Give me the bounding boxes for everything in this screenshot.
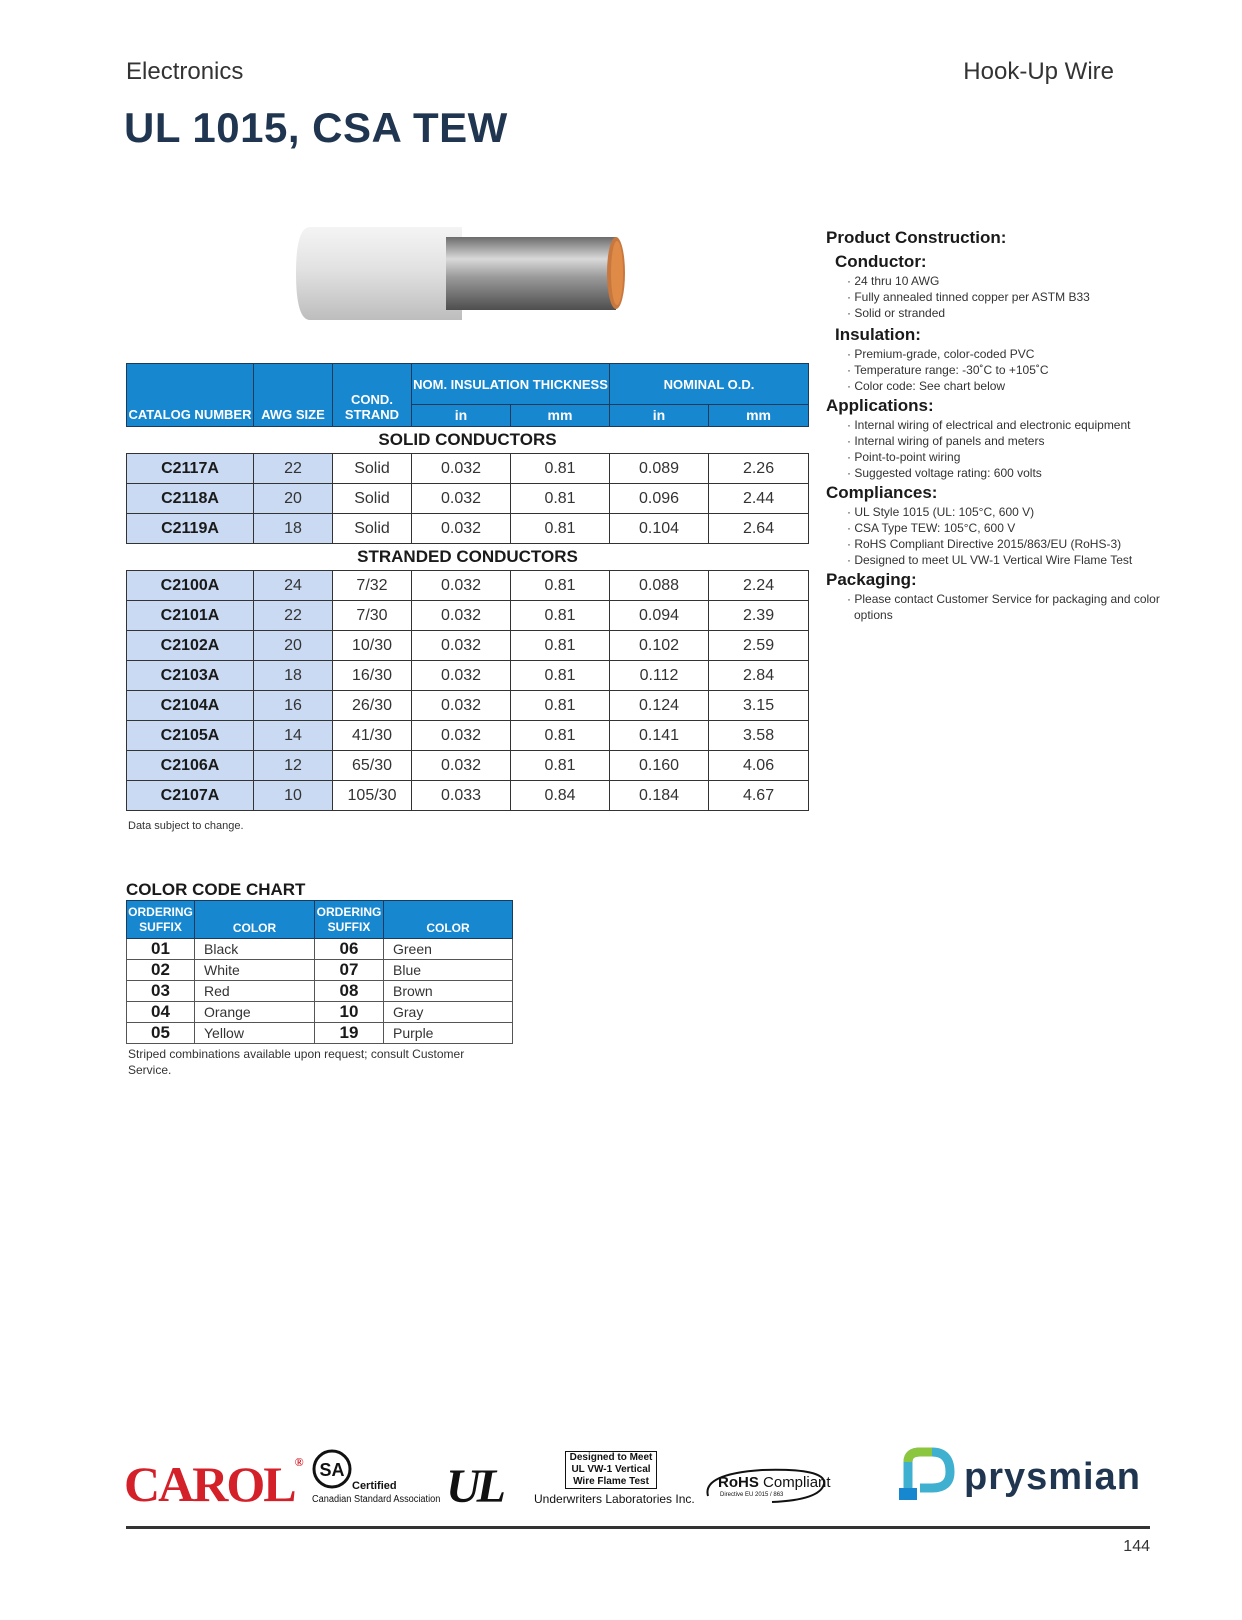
footer-rule: [126, 1526, 1150, 1529]
insulation-mm-cell: 0.81: [511, 454, 610, 484]
awg-size-cell: 12: [254, 751, 333, 781]
rohs-directive: Directive EU 2015 / 863: [720, 1492, 784, 1498]
nominal-od-header: NOMINAL O.D.: [610, 364, 809, 405]
insulation-mm-cell: 0.81: [511, 661, 610, 691]
list-item: · Please contact Customer Service for packaging and color options: [845, 591, 1166, 623]
od-mm-cell: 3.58: [709, 721, 809, 751]
catalog-number-cell: C2107A: [127, 781, 254, 811]
catalog-number-cell: C2117A: [127, 454, 254, 484]
spec-table-body: [127, 427, 809, 811]
compliances-list: [826, 504, 1166, 568]
vw1-line: UL VW-1 Vertical: [571, 1464, 651, 1475]
od-mm-cell: 4.06: [709, 751, 809, 781]
awg-size-cell: 16: [254, 691, 333, 721]
color-cell: Brown: [384, 981, 513, 1002]
color-code-body: [127, 939, 513, 1044]
color-cell: Yellow: [195, 1023, 315, 1044]
awg-size-cell: 22: [254, 601, 333, 631]
csa-mark-text: SA: [319, 1460, 345, 1480]
catalog-number-header: CATALOG NUMBER: [127, 364, 254, 427]
csa-certified: Certified: [352, 1480, 397, 1492]
od-in-cell: 0.102: [610, 631, 709, 661]
color-cell: Red: [195, 981, 315, 1002]
color-cell: Purple: [384, 1023, 513, 1044]
conductor-list: [826, 273, 1166, 321]
ul-logo-icon: [446, 1462, 522, 1506]
table-row: [127, 691, 809, 721]
ordering-suffix-cell: 03: [127, 981, 195, 1002]
insulation-in-cell: 0.032: [412, 454, 511, 484]
insulation-mm-cell: 0.81: [511, 514, 610, 544]
ordering-suffix-cell: 10: [315, 1002, 384, 1023]
od-mm-cell: 2.64: [709, 514, 809, 544]
insulation-title: Insulation:: [835, 325, 921, 344]
packaging-list: [826, 591, 1166, 623]
od-mm-cell: 2.59: [709, 631, 809, 661]
ordering-suffix-cell: 08: [315, 981, 384, 1002]
insulation-mm-cell: 0.81: [511, 691, 610, 721]
cond-strand-cell: Solid: [333, 514, 412, 544]
unit-header: mm: [709, 405, 809, 427]
catalog-number-cell: C2101A: [127, 601, 254, 631]
table-row: [127, 721, 809, 751]
nom-insulation-header: NOM. INSULATION THICKNESS: [412, 364, 610, 405]
spec-table: [126, 363, 809, 811]
carol-logo-text: CAROL: [124, 1456, 295, 1512]
page-number: 144: [1123, 1538, 1150, 1555]
list-item: · Temperature range: -30˚C to +105˚C: [845, 362, 1166, 378]
cond-strand-header: COND. STRAND: [333, 364, 412, 427]
insulation-in-cell: 0.032: [412, 691, 511, 721]
awg-size-cell: 24: [254, 571, 333, 601]
conductor-title: Conductor:: [835, 252, 927, 271]
insulation-mm-cell: 0.81: [511, 721, 610, 751]
cond-strand-cell: Solid: [333, 484, 412, 514]
color-cell: Green: [384, 939, 513, 960]
od-mm-cell: 2.26: [709, 454, 809, 484]
applications-title: Applications:: [826, 396, 934, 415]
table-row: [127, 484, 809, 514]
ordering-suffix-header: ORDERING SUFFIX: [127, 901, 195, 939]
awg-size-cell: 22: [254, 454, 333, 484]
color-cell: Gray: [384, 1002, 513, 1023]
csa-name: Canadian Standard Association: [312, 1494, 441, 1505]
list-item: · Suggested voltage rating: 600 volts: [845, 465, 1166, 481]
color-chart-title: COLOR CODE CHART: [126, 880, 306, 899]
catalog-number-cell: C2106A: [127, 751, 254, 781]
catalog-number-cell: C2100A: [127, 571, 254, 601]
ordering-suffix-cell: 01: [127, 939, 195, 960]
rohs-logo: [702, 1466, 830, 1504]
list-item: · UL Style 1015 (UL: 105°C, 600 V): [845, 504, 1166, 520]
rohs-bold: RoHS: [718, 1474, 759, 1491]
ordering-suffix-cell: 04: [127, 1002, 195, 1023]
category-label: Electronics: [126, 58, 244, 85]
registered-mark: ®: [294, 1455, 302, 1469]
section-title: STRANDED CONDUCTORS: [127, 544, 809, 571]
cond-strand-cell: 7/32: [333, 571, 412, 601]
catalog-number-cell: C2105A: [127, 721, 254, 751]
od-mm-cell: 2.24: [709, 571, 809, 601]
table-row: [127, 571, 809, 601]
od-in-cell: 0.141: [610, 721, 709, 751]
ordering-suffix-cell: 19: [315, 1023, 384, 1044]
insulation-mm-cell: 0.81: [511, 631, 610, 661]
od-in-cell: 0.094: [610, 601, 709, 631]
od-in-cell: 0.112: [610, 661, 709, 691]
list-item: · Internal wiring of panels and meters: [845, 433, 1166, 449]
insulation-in-cell: 0.032: [412, 751, 511, 781]
od-mm-cell: 2.39: [709, 601, 809, 631]
cond-strand-cell: 26/30: [333, 691, 412, 721]
ordering-suffix-cell: 07: [315, 960, 384, 981]
od-in-cell: 0.104: [610, 514, 709, 544]
catalog-number-cell: C2103A: [127, 661, 254, 691]
catalog-number-cell: C2119A: [127, 514, 254, 544]
cond-strand-cell: 10/30: [333, 631, 412, 661]
awg-size-header: AWG SIZE: [254, 364, 333, 427]
carol-logo: [124, 1455, 302, 1513]
awg-size-cell: 20: [254, 484, 333, 514]
table-row: [127, 939, 513, 960]
awg-size-cell: 10: [254, 781, 333, 811]
list-item: · Fully annealed tinned copper per ASTM B33: [845, 289, 1166, 305]
insulation-in-cell: 0.032: [412, 514, 511, 544]
insulation-mm-cell: 0.81: [511, 601, 610, 631]
product-construction-panel: [826, 228, 1166, 625]
section-title: SOLID CONDUCTORS: [127, 427, 809, 454]
csa-logo: [312, 1448, 441, 1506]
ul-name: Underwriters Laboratories Inc.: [534, 1492, 695, 1506]
color-cell: Blue: [384, 960, 513, 981]
unit-header: in: [610, 405, 709, 427]
insulation-in-cell: 0.032: [412, 721, 511, 751]
vw1-line: Designed to Meet: [569, 1452, 653, 1463]
section-header-row: [127, 544, 809, 571]
ordering-suffix-cell: 05: [127, 1023, 195, 1044]
insulation-in-cell: 0.033: [412, 781, 511, 811]
prysmian-text: prysmian: [964, 1456, 1141, 1498]
list-item: · Color code: See chart below: [845, 378, 1166, 394]
od-in-cell: 0.184: [610, 781, 709, 811]
prysmian-logo: [894, 1444, 1154, 1506]
table-row: [127, 960, 513, 981]
awg-size-cell: 14: [254, 721, 333, 751]
ordering-suffix-header: ORDERING SUFFIX: [315, 901, 384, 939]
list-item: · Point-to-point wiring: [845, 449, 1166, 465]
cond-strand-cell: Solid: [333, 454, 412, 484]
list-item: · Solid or stranded: [845, 305, 1166, 321]
construction-title: Product Construction:: [826, 228, 1007, 247]
list-item: · CSA Type TEW: 105°C, 600 V: [845, 520, 1166, 536]
compliances-title: Compliances:: [826, 483, 938, 502]
insulation-in-cell: 0.032: [412, 484, 511, 514]
table-row: [127, 1002, 513, 1023]
section-header-row: [127, 427, 809, 454]
page-title: UL 1015, CSA TEW: [124, 104, 508, 151]
od-mm-cell: 4.67: [709, 781, 809, 811]
insulation-mm-cell: 0.81: [511, 484, 610, 514]
ordering-suffix-cell: 02: [127, 960, 195, 981]
ordering-suffix-cell: 06: [315, 939, 384, 960]
unit-header: in: [412, 405, 511, 427]
rohs-compliant: Compliant: [763, 1474, 831, 1491]
table-row: [127, 1023, 513, 1044]
od-in-cell: 0.124: [610, 691, 709, 721]
cond-strand-cell: 65/30: [333, 751, 412, 781]
color-header: COLOR: [195, 901, 315, 939]
insulation-in-cell: 0.032: [412, 631, 511, 661]
insulation-in-cell: 0.032: [412, 571, 511, 601]
insulation-list: [826, 346, 1166, 394]
list-item: · Internal wiring of electrical and electronic equipment: [845, 417, 1166, 433]
wire-product-image: [296, 225, 646, 325]
awg-size-cell: 18: [254, 661, 333, 691]
color-chart-note: Striped combinations available upon request; consult Customer Service.: [128, 1047, 465, 1077]
list-item: · 24 thru 10 AWG: [845, 273, 1166, 289]
table-row: [127, 631, 809, 661]
catalog-number-cell: C2104A: [127, 691, 254, 721]
applications-list: [826, 417, 1166, 481]
od-mm-cell: 2.84: [709, 661, 809, 691]
od-mm-cell: 2.44: [709, 484, 809, 514]
od-in-cell: 0.160: [610, 751, 709, 781]
vw1-line: Wire Flame Test: [573, 1476, 649, 1487]
table-row: [127, 454, 809, 484]
od-in-cell: 0.096: [610, 484, 709, 514]
insulation-mm-cell: 0.81: [511, 571, 610, 601]
awg-size-cell: 18: [254, 514, 333, 544]
insulation-mm-cell: 0.81: [511, 751, 610, 781]
data-note: Data subject to change.: [128, 820, 244, 832]
table-row: [127, 514, 809, 544]
insulation-mm-cell: 0.84: [511, 781, 610, 811]
unit-header: mm: [511, 405, 610, 427]
cond-strand-cell: 7/30: [333, 601, 412, 631]
cond-strand-cell: 41/30: [333, 721, 412, 751]
table-row: [127, 601, 809, 631]
list-item: · Designed to meet UL VW-1 Vertical Wire Flame Test: [845, 552, 1166, 568]
color-header: COLOR: [384, 901, 513, 939]
table-row: [127, 781, 809, 811]
od-mm-cell: 3.15: [709, 691, 809, 721]
csa-icon: [312, 1448, 354, 1490]
od-in-cell: 0.088: [610, 571, 709, 601]
list-item: · Premium-grade, color-coded PVC: [845, 346, 1166, 362]
table-row: [127, 751, 809, 781]
color-cell: White: [195, 960, 315, 981]
cond-strand-cell: 105/30: [333, 781, 412, 811]
list-item: · RoHS Compliant Directive 2015/863/EU (RoHS-3): [845, 536, 1166, 552]
insulation-in-cell: 0.032: [412, 601, 511, 631]
color-cell: Black: [195, 939, 315, 960]
catalog-number-cell: C2102A: [127, 631, 254, 661]
ul-mark-text: UL: [446, 1462, 502, 1506]
packaging-title: Packaging:: [826, 570, 917, 589]
table-row: [127, 661, 809, 691]
awg-size-cell: 20: [254, 631, 333, 661]
product-line-label: Hook-Up Wire: [963, 58, 1114, 85]
color-cell: Orange: [195, 1002, 315, 1023]
catalog-number-cell: C2118A: [127, 484, 254, 514]
prysmian-icon: [894, 1444, 956, 1506]
cond-strand-cell: 16/30: [333, 661, 412, 691]
od-in-cell: 0.089: [610, 454, 709, 484]
table-row: [127, 981, 513, 1002]
insulation-in-cell: 0.032: [412, 661, 511, 691]
color-code-table: [126, 900, 513, 1044]
vw1-badge: [565, 1451, 657, 1489]
